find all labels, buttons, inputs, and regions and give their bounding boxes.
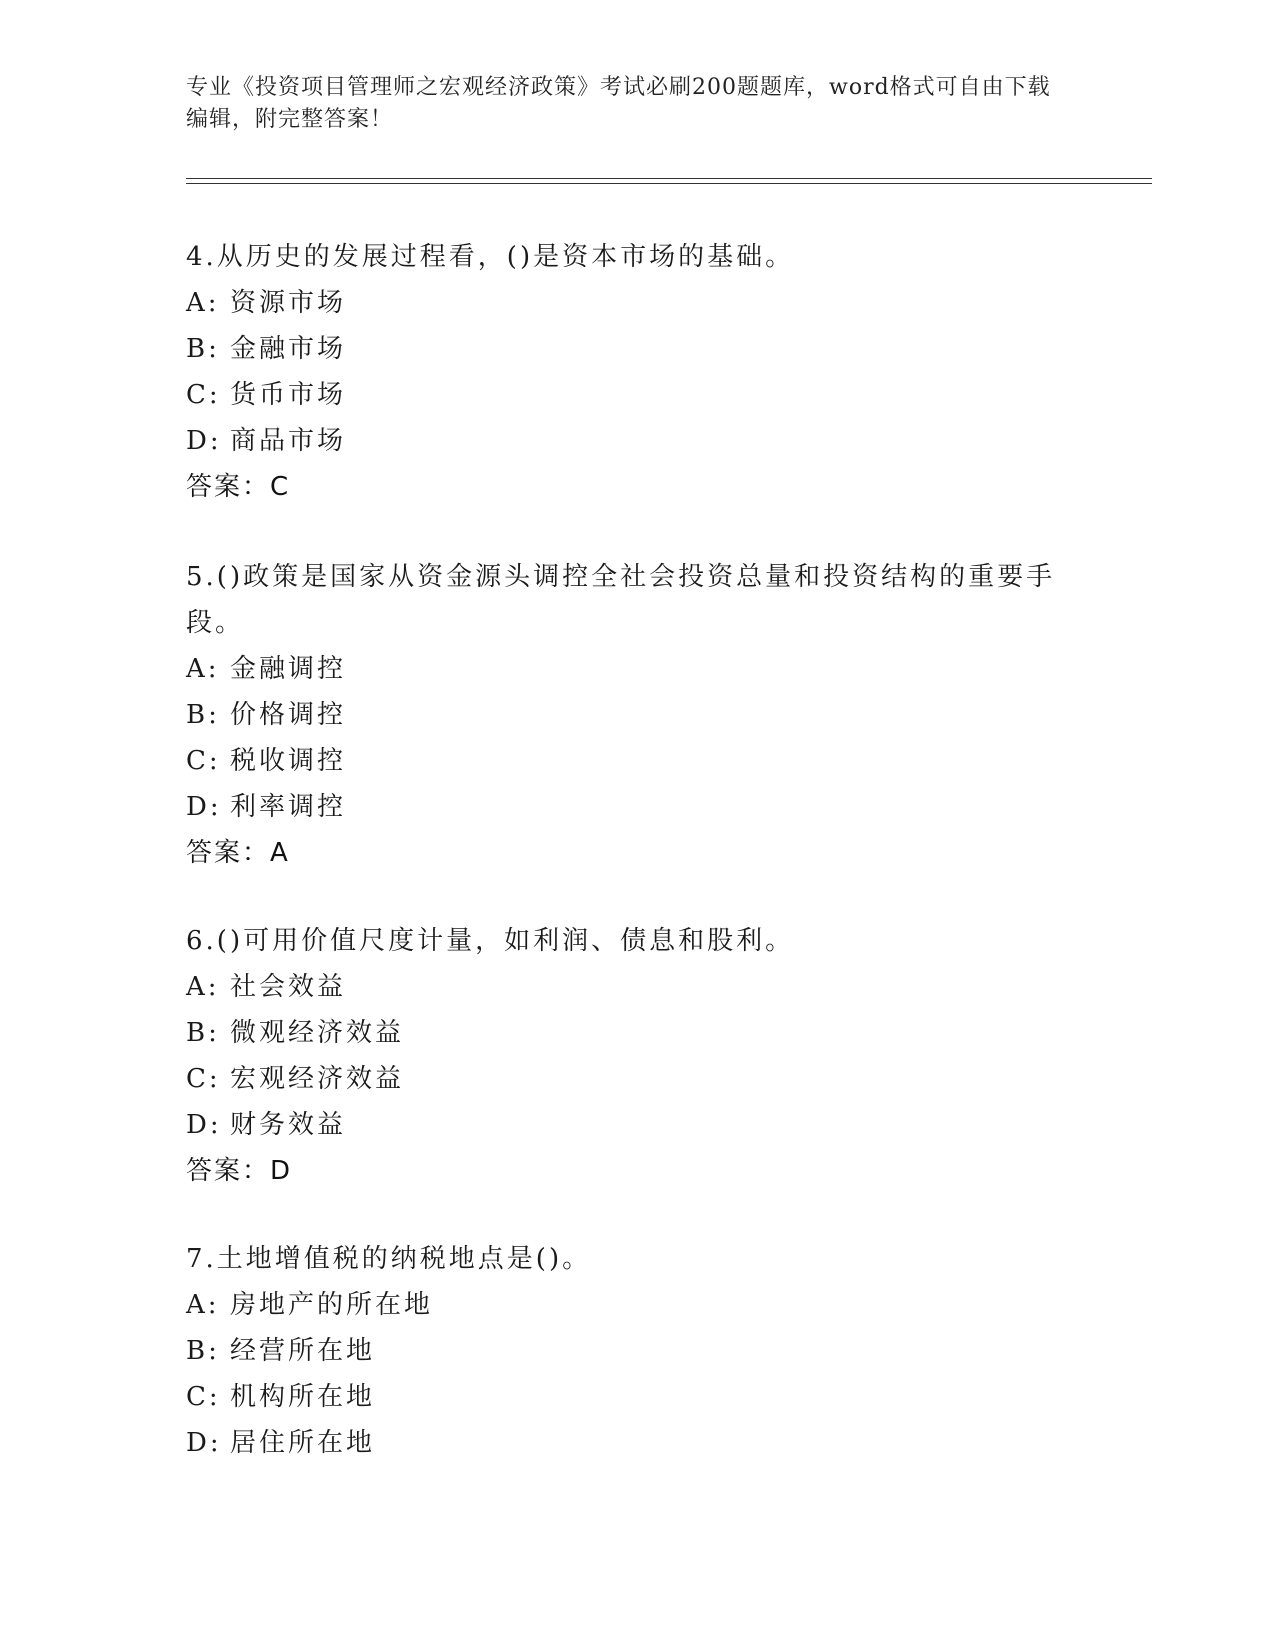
question-stem: 6.()可用价值尺度计量，如利润、债息和股利。: [186, 926, 795, 956]
option-key: B:: [186, 700, 220, 730]
option-key: A:: [186, 654, 220, 684]
option-key: C:: [186, 380, 221, 410]
option-c: [186, 372, 1066, 418]
option-text: 金融调控: [230, 654, 347, 684]
option-text: 金融市场: [230, 334, 347, 364]
option-text: 房地产的所在地: [230, 1290, 434, 1320]
question-4: [186, 234, 1066, 510]
option-key: B:: [186, 1018, 220, 1048]
option-d: [186, 418, 1066, 464]
option-text: 货币市场: [230, 380, 347, 410]
option-c: [186, 738, 1066, 784]
option-text: 价格调控: [230, 700, 347, 730]
option-d: [186, 784, 1066, 830]
option-d: [186, 1420, 1066, 1466]
question-5: [186, 554, 1066, 876]
option-a: [186, 1282, 1066, 1328]
document-header: 专业《投资项目管理师之宏观经济政策》考试必刷200题题库，word格式可自由下载编辑，附完整答案！: [186, 75, 1051, 132]
option-text: 资源市场: [230, 288, 347, 318]
answer-line: 答案：C: [186, 472, 291, 502]
question-7: [186, 1236, 1066, 1466]
header-divider-bottom: [186, 183, 1152, 184]
option-c: [186, 1056, 1066, 1102]
option-text: 微观经济效益: [230, 1018, 405, 1048]
question-stem: 5.()政策是国家从资金源头调控全社会投资总量和投资结构的重要手段。: [186, 562, 1056, 638]
option-text: 宏观经济效益: [230, 1064, 405, 1094]
option-key: D:: [186, 426, 222, 456]
option-a: [186, 646, 1066, 692]
option-text: 居住所在地: [230, 1428, 376, 1458]
question-stem: 4.从历史的发展过程看，()是资本市场的基础。: [186, 242, 795, 272]
option-key: B:: [186, 334, 220, 364]
option-key: D:: [186, 792, 222, 822]
option-text: 经营所在地: [230, 1336, 376, 1366]
option-text: 利率调控: [230, 792, 347, 822]
option-key: D:: [186, 1428, 222, 1458]
option-b: [186, 326, 1066, 372]
header-divider-top: [186, 178, 1152, 179]
option-a: [186, 964, 1066, 1010]
option-a: [186, 280, 1066, 326]
option-key: C:: [186, 746, 221, 776]
option-b: [186, 692, 1066, 738]
answer-line: 答案：D: [186, 1156, 293, 1186]
option-key: B:: [186, 1336, 220, 1366]
answer-line: 答案：A: [186, 838, 290, 868]
option-c: [186, 1374, 1066, 1420]
option-key: A:: [186, 972, 220, 1002]
option-b: [186, 1328, 1066, 1374]
option-key: D:: [186, 1110, 222, 1140]
option-key: C:: [186, 1382, 221, 1412]
option-b: [186, 1010, 1066, 1056]
question-6: [186, 918, 1066, 1194]
option-key: A:: [186, 288, 220, 318]
option-text: 税收调控: [230, 746, 347, 776]
option-key: C:: [186, 1064, 221, 1094]
option-key: A:: [186, 1290, 220, 1320]
option-text: 财务效益: [230, 1110, 347, 1140]
option-d: [186, 1102, 1066, 1148]
option-text: 社会效益: [230, 972, 347, 1002]
option-text: 机构所在地: [230, 1382, 376, 1412]
question-stem: 7.土地增值税的纳税地点是()。: [186, 1244, 592, 1274]
option-text: 商品市场: [230, 426, 347, 456]
